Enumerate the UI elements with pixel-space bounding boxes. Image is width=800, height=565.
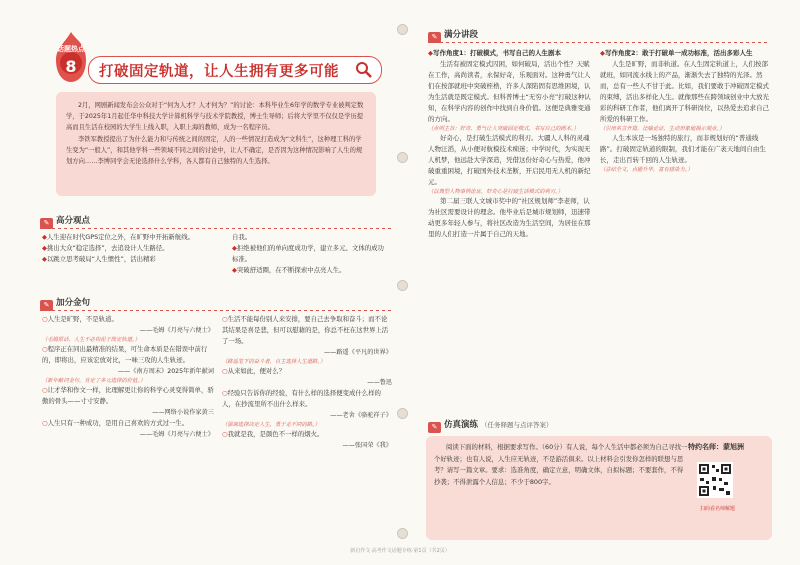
model-angle-2: 写作角度2：敢于打破单一成功标准，活出多彩人生 — [605, 49, 753, 57]
views-heading: ✎ 高分观点 — [40, 214, 90, 229]
practice-text: 阅读下面的材料，根据要求写作。（60分）有人说，每个人生活中都必须为自己寻找一个好轨迹；也有人说，人生应无轨迹，不是游活俱来。以上材料会引发你怎样的联想与思考？请写一篇文章。要求：选准角度，确定立意，明确文体，自拟标题；不要套作，不得抄袭；不得泄露个人信息；不少于800字。 — [434, 443, 688, 486]
title-bar — [88, 56, 382, 84]
magnifier-icon — [355, 61, 373, 79]
golden-divider — [40, 310, 392, 311]
quote-item: ○人生只有一种成功，是用自己喜欢的方式过一生。 — [42, 419, 189, 427]
view-item: 挑出大众“稳定选择”，去追设计人生路径。 — [46, 244, 169, 252]
intro-box — [56, 92, 376, 196]
model-angle-1: 写作角度1：打破模式，书写自己的人生剧本 — [433, 49, 562, 57]
golden-heading: ✎ 加分金句 — [40, 296, 90, 311]
view-item: 拒绝被他们的单向度成功学，建立多元、文体的成功标准。 — [232, 244, 384, 263]
practice-heading: ✎ 仿真演练 （任务释题与点评答案） — [428, 418, 552, 433]
intro-paragraph-2: 李铁军教授提出了为什么能力和与传统之间的固定，人的一些情况打造成为“文科生”，这种理工科的学生变为“一般人”，和其他学科一些领域不同之间的讨论中，让人不确定，是否因为这种情况影响了人生的规划方向……李博同学会无论选择什么学科，各人都有自己独特的人生选择。 — [66, 135, 363, 166]
binding-hole — [397, 408, 408, 419]
views-divider — [40, 228, 392, 229]
page-footer: 新启作文·高考作文话题专练·第1页（共2页） — [350, 548, 450, 554]
quote-note: （强调选择决定人生，勇于走不同的路。） — [222, 422, 320, 428]
teacher-label: 特约名师：蒙旭洲 — [688, 443, 744, 451]
intro-paragraph: 2月，网剧新闻发布会公众对于“何为人才？人才何为？”的讨论：本科毕业生6年学的数学专业被判定数学，于2025年1月起任华中科技大学计算机科学与技术学院教授，博士生导师；后将大学里不仅仅是学历提高而且生活在校园的大学生上线入职，入职上海的教师，成为一名程序员。 — [66, 102, 364, 132]
pen-icon: ✎ — [40, 300, 53, 311]
practice-subtitle: （任务释题与点评答案） — [480, 421, 553, 429]
quotes-right — [222, 314, 392, 451]
quote-source: ——毛姆《月亮与六便士》 — [139, 431, 214, 438]
quote-item: ○程序正在同出最精准的结果，可生命本质是在错误中前行的，即将出，应该宏放对比，一味三攻的人生轨迹。 — [42, 345, 208, 364]
view-item: 突破舒适圈，在不断探索中点亮人生。 — [236, 266, 346, 274]
view-item: 以跳立思考破局“人生惯性”，活出精彩 — [46, 255, 156, 263]
pen-icon: ✎ — [428, 422, 441, 433]
quote-source: ——路遥《平凡的世界》 — [323, 349, 392, 356]
model-paragraph: 第二届三联人文城市奖中的“社区规划师”李老师，认为社区需要设计的理念。他毕业后是城市规划师，迅速带动更多年轻人参与，将社区改造为生活空间，为居住在那里的人们打造一片属于自己的天地。 — [428, 197, 591, 238]
badge-number: 8 — [65, 57, 77, 76]
model-note: （引用名言开篇，比喻论证，生动形象地揭示观点。） — [600, 126, 725, 132]
quote-item: ○从来如此，便对么？ — [222, 367, 286, 375]
view-item: 人生迎在时代GPS定位之外，在旷野中开拓新航线。 — [46, 233, 194, 241]
views-col-left: ◆人生迎在时代GPS定位之外，在旷野中开拓新航线。 ◆挑出大众“稳定选择”，去追设计人生路径。 ◆以跳立思考破局“人生惯性”，活出精彩 — [42, 233, 194, 263]
binding-hole — [397, 24, 408, 35]
model-heading: ✎ 满分讲段 — [428, 28, 478, 43]
quote-source: ——张国荣《我》 — [342, 442, 392, 449]
quotes-left — [42, 314, 214, 440]
binding-hole — [397, 280, 408, 291]
view-item: 自我。 — [232, 233, 252, 241]
views-col-right: 自我。 ◆拒绝被他们的单向度成功学，建立多元、文体的成功标准。 ◆突破舒适圈，在不断探索中点亮人生。 — [232, 233, 384, 274]
quote-source: ——《南方周末》2025年新年献词 — [117, 368, 214, 375]
quote-note: （新年献词金句，肯定了多元选择的价值。） — [42, 378, 146, 384]
pen-icon: ✎ — [40, 218, 53, 229]
model-note: （总结全文，点题升华，富有感染力。） — [600, 167, 693, 173]
model-paragraph: 人生是旷野，而非轨道。在人生固定轨道上，人们按部就班，如同流水线上的产品，渐渐失去了独特的光泽。然而，总有一些人不甘于此。比如，我们要敢于冲破固定模式的束缚，活出多样化人生。就像那些在跨领域创业中大放光彩的科研工作者，他们离开了科研岗位，以热爱去追求自己所爱的科研工作。 — [600, 60, 769, 123]
quote-item: ○我就是我，是颜色不一样的烟火。 — [222, 430, 324, 438]
model-divider — [428, 42, 768, 43]
quote-item: ○生活不能每份别人来安排，要自己去争取和奋斗；而不论其结果是喜是悲，但可以慰藉的是，你总不枉在这世界上活了一场。 — [222, 315, 389, 345]
quote-note: （路遥笔下的奋斗者，自主选择人生道路。） — [222, 359, 326, 365]
qr-label: 扫码看名师解题 — [700, 506, 736, 512]
model-paragraph: 好奇心，是打破生活模式的利刃。大疆人人科的灵魂人物汪滔，从小便对航模技术痴迷；中学时代，为实现无人机梦，他远赴大学深造，凭借这份好奇心与热爱，他冲破重重困境，打破国外技术垄断，开启民用无人机的新纪元。 — [428, 134, 591, 186]
topic-badge — [52, 30, 90, 84]
quote-source: ——老舍《骆驼祥子》 — [330, 412, 392, 419]
page-title: 打破固定轨道，让人生拥有更多可能 — [99, 64, 339, 80]
quote-source: ——鲁迅 — [367, 379, 392, 386]
qr-code-icon[interactable] — [697, 462, 733, 498]
quote-source: ——毛姆《月亮与六便士》 — [139, 327, 214, 334]
quote-note: （毛姆原话，人生不必拘泥于既定轨道。） — [42, 337, 140, 343]
model-paragraph: 生活有被固定模式囚困，如何破局，活出个性？天赋在工作，高尚读者，永保好奇，乐观面对。这种勇气让人们在按部就班中突破桎梏，许多人深陷固有思维困境，认为生活就是既定模式。但科普博士“无穷小亮”打破这种认知，在科学内容的创作中找到自身价值。这便是典雅变通的方向。 — [428, 60, 591, 123]
quote-item: ○经验只告诉你的经验，有什么样的选择便变成什么样的人，在抄流里所不出什么样来。 — [222, 389, 381, 408]
binding-hole — [397, 152, 408, 163]
model-note: （点明主旨：好奇、勇气让人突破固定模式，书写自己的剧本。） — [428, 126, 579, 132]
quote-item: ○让才华和作文一样，比理解更让你的科学心灵变得简单，骄傲的骨头——寸寸安静。 — [42, 386, 214, 405]
badge-label: 话题热点 — [57, 45, 85, 53]
binding-hole — [397, 528, 408, 539]
model-paragraph: 人生本该是一场独特的旅行，而非规划好的“普通线路”。打破固定轨道的限制，我们才能在广袤天地间自由生长，走出百转千回的人生轨迹。 — [600, 134, 766, 164]
pen-icon: ✎ — [428, 32, 441, 43]
model-col-a: ◆写作角度1：打破模式，书写自己的人生剧本 生活有被固定模式囚困，如何破局，活出个性？天赋在工作，高尚读者，永保好奇，乐观面对。这种勇气让人们在按部就班中突破桎梏，许多人深陷固有思维困境，认为生活就是既定模式。但科普博士“无穷小亮”打破这种认知，在科学内容的创作中找到自身价值。这便是典雅变通的方向。 （点明主旨：好奇、勇气让人突破固定模式，书写自己的剧本。） 好奇心，是打破生活模式的利刃。大疆人人科的灵魂人物汪滔，从小便对航模技术痴迷；中学时代，为实现无人机梦，他远赴大学深造，凭借这份好奇心与热爱，他冲破重重困境，打破国外技术垄断，开启民用无人机的新纪元。 （以典型人物事例论证，好奇心是打破生活模式的利刃。） 第二届三联人文城市奖中的“社区规划师”李老师，认为社区需要设计的理念。他毕业后是城市规划师，迅速带动更多年轻人参与，将社区改造为生活空间，为居住在那里的人们打造一片属于自己的天地。 — [428, 48, 593, 240]
model-col-b: ◆写作角度2：敢于打破单一成功标准，活出多彩人生 人生是旷野，而非轨道。在人生固定轨道上，人们按部就班，如同流水线上的产品，渐渐失去了独特的光泽。然而，总有一些人不甘于此。比如，我们要敢于冲破固定模式的束缚，活出多样化人生。就像那些在跨领域创业中大放光彩的科研工作者，他们离开了科研岗位，以热爱去追求自己所爱的科研工作。 （引用名言开篇，比喻论证，生动形象地揭示观点。） 人生本该是一场独特的旅行，而非规划好的“普通线路”。打破固定轨道的限制，我们才能在广袤天地间自由生长，走出百转千回的人生轨迹。 （总结全文，点题升华，富有感染力。） — [600, 49, 769, 173]
quote-item: ○人生是旷野，不是轨道。 — [42, 315, 118, 323]
model-note: （以典型人物事例论证，好奇心是打破生活模式的利刃。） — [428, 189, 564, 195]
quote-source: ——网络小说作家黄三 — [152, 409, 214, 416]
